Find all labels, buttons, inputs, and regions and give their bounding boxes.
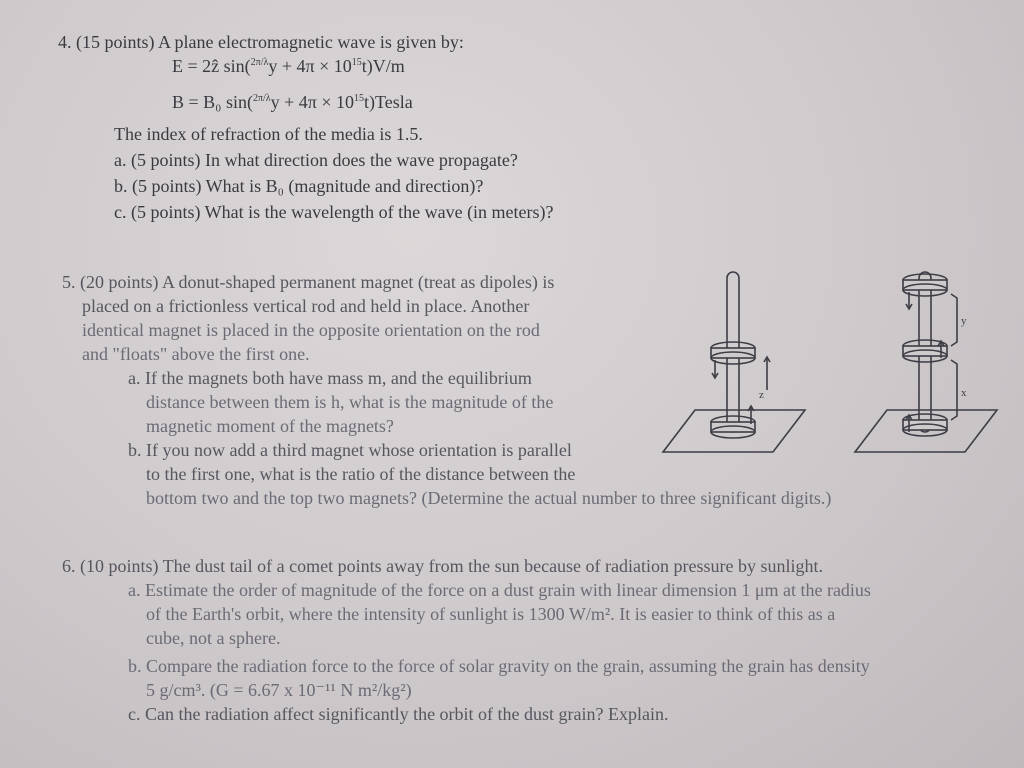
q5-line-2: placed on a frictionless vertical rod and held in place. Another: [82, 296, 530, 316]
q4-part-b: b. (5 points) What is B₀ (magnitude and direction)?: [114, 176, 484, 196]
q5-part-a-1: a. If the magnets both have mass m, and the equilibrium: [128, 368, 532, 388]
q4-eq-b-exp: 15: [354, 93, 365, 104]
q5-part-b-1: b. If you now add a third magnet whose orientation is parallel: [128, 440, 572, 460]
q6-part-a-1: a. Estimate the order of magnitude of the force on a dust grain with linear dimension 1 μm at the radius: [128, 580, 871, 600]
q4-part-c: c. (5 points) What is the wavelength of the wave (in meters)?: [114, 202, 554, 222]
right-base-plate: [855, 410, 997, 452]
q6-part-a-2: of the Earth's orbit, where the intensity of sunlight is 1300 W/m². It is easier to think of this as a: [146, 604, 836, 624]
q6-part-a-3: cube, not a sphere.: [146, 628, 281, 648]
q5-part-b-3: bottom two and the top two magnets? (Determine the actual number to three significant digits.): [146, 488, 832, 508]
q6-header: 6. (10 points) The dust tail of a comet points away from the sun because of radiation pressure by sunlight.: [62, 556, 824, 576]
q4-equation-b: [172, 92, 413, 112]
q5-line-1: 5. (20 points) A donut-shaped permanent magnet (treat as dipoles) is: [62, 272, 555, 292]
label-z: z: [759, 389, 764, 401]
q4-eq-e-lhs: E = 2ẑ sin(: [172, 56, 251, 76]
q4-header: 4. (15 points) A plane electromagnetic wave is given by:: [58, 32, 464, 52]
q5-part-a-2: distance between them is h, what is the magnitude of the: [146, 392, 554, 412]
q4-eq-b-rhs: t)Tesla: [364, 92, 413, 112]
q6-part-b-2: 5 g/cm³. (G = 6.67 x 10⁻¹¹ N m²/kg²): [146, 680, 412, 700]
q4-index: The index of refraction of the media is 1.5.: [114, 124, 423, 144]
label-x: x: [961, 387, 967, 399]
q5-line-4: and "floats" above the first one.: [82, 344, 310, 364]
label-y: y: [961, 315, 967, 327]
q4-eq-b-frac: 2π/λ: [252, 93, 271, 104]
q5-part-b-2: to the first one, what is the ratio of the distance between the: [146, 464, 576, 484]
q4-eq-e-rhs: t)V/m: [361, 56, 405, 76]
q6-part-c: c. Can the radiation affect significantly the orbit of the dust grain? Explain.: [128, 704, 669, 724]
q5-line-3: identical magnet is placed in the opposite orientation on the rod: [82, 320, 540, 340]
q4-eq-b-mid: y + 4π × 10: [270, 92, 355, 112]
bracket-y: [951, 294, 957, 346]
q4-eq-e-exp: 15: [351, 57, 362, 68]
q4-equation-e: [172, 56, 405, 76]
q4-eq-e-frac: 2π/λ: [250, 57, 269, 68]
bracket-x: [951, 360, 957, 420]
q6-part-b-1: b. Compare the radiation force to the force of solar gravity on the grain, assuming the grain has density: [128, 656, 870, 676]
q4-eq-e-mid: y + 4π × 10: [268, 56, 352, 76]
q4-part-a: a. (5 points) In what direction does the wave propagate?: [114, 150, 518, 170]
magnet-rod-diagram: [655, 262, 1015, 462]
q4-eq-b-lhs: B = B₀ sin(: [172, 92, 253, 112]
q5-part-a-3: magnetic moment of the magnets?: [146, 416, 394, 436]
